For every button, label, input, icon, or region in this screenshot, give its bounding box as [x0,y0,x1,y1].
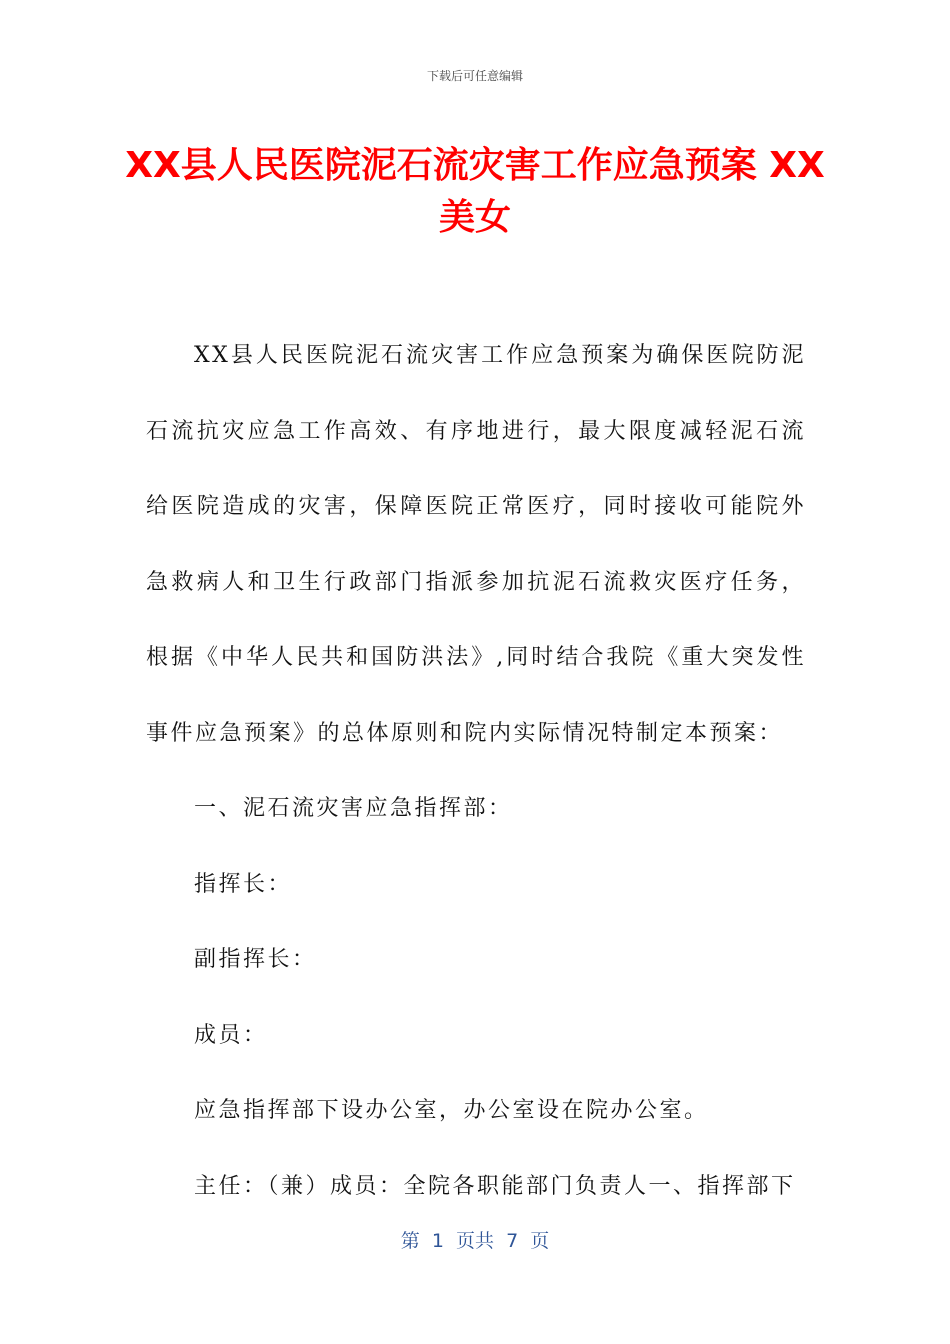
document-title: XX县人民医院泥石流灾害工作应急预案 XX美女 [125,145,825,238]
body-paragraph: 一、泥石流灾害应急指挥部： [194,796,513,821]
body-paragraph: 主任：（兼）成员：全院各职能部门负责人一、指挥部下 [194,1173,796,1199]
body-paragraph: 应急指挥部下设办公室，办公室设在院办公室。 [194,1098,709,1123]
body-paragraph: 指挥长： [194,871,293,897]
header-note: 下载后可任意编辑 [426,69,523,83]
document-body [146,318,806,1224]
page-footer: 第 1 页共 7 页 [400,1230,550,1252]
body-paragraph: XX县人民医院泥石流灾害工作应急预案为确保医院防泥石流抗灾应急工作高效、有序地进行，最大限度减轻泥石流给医院造成的灾害，保障医院正常医疗，同时接收可能院外急救病人和卫生行政部门指派参加抗泥石流救灾医疗任务，根据《中华人民共和国防洪法》,同时结合我院《重大突发性事件应急预案》的总体原则和院内实际情况特制定本预案： [146,343,806,746]
body-paragraph: 副指挥长： [194,947,317,972]
body-paragraph: 成员： [194,1022,268,1048]
